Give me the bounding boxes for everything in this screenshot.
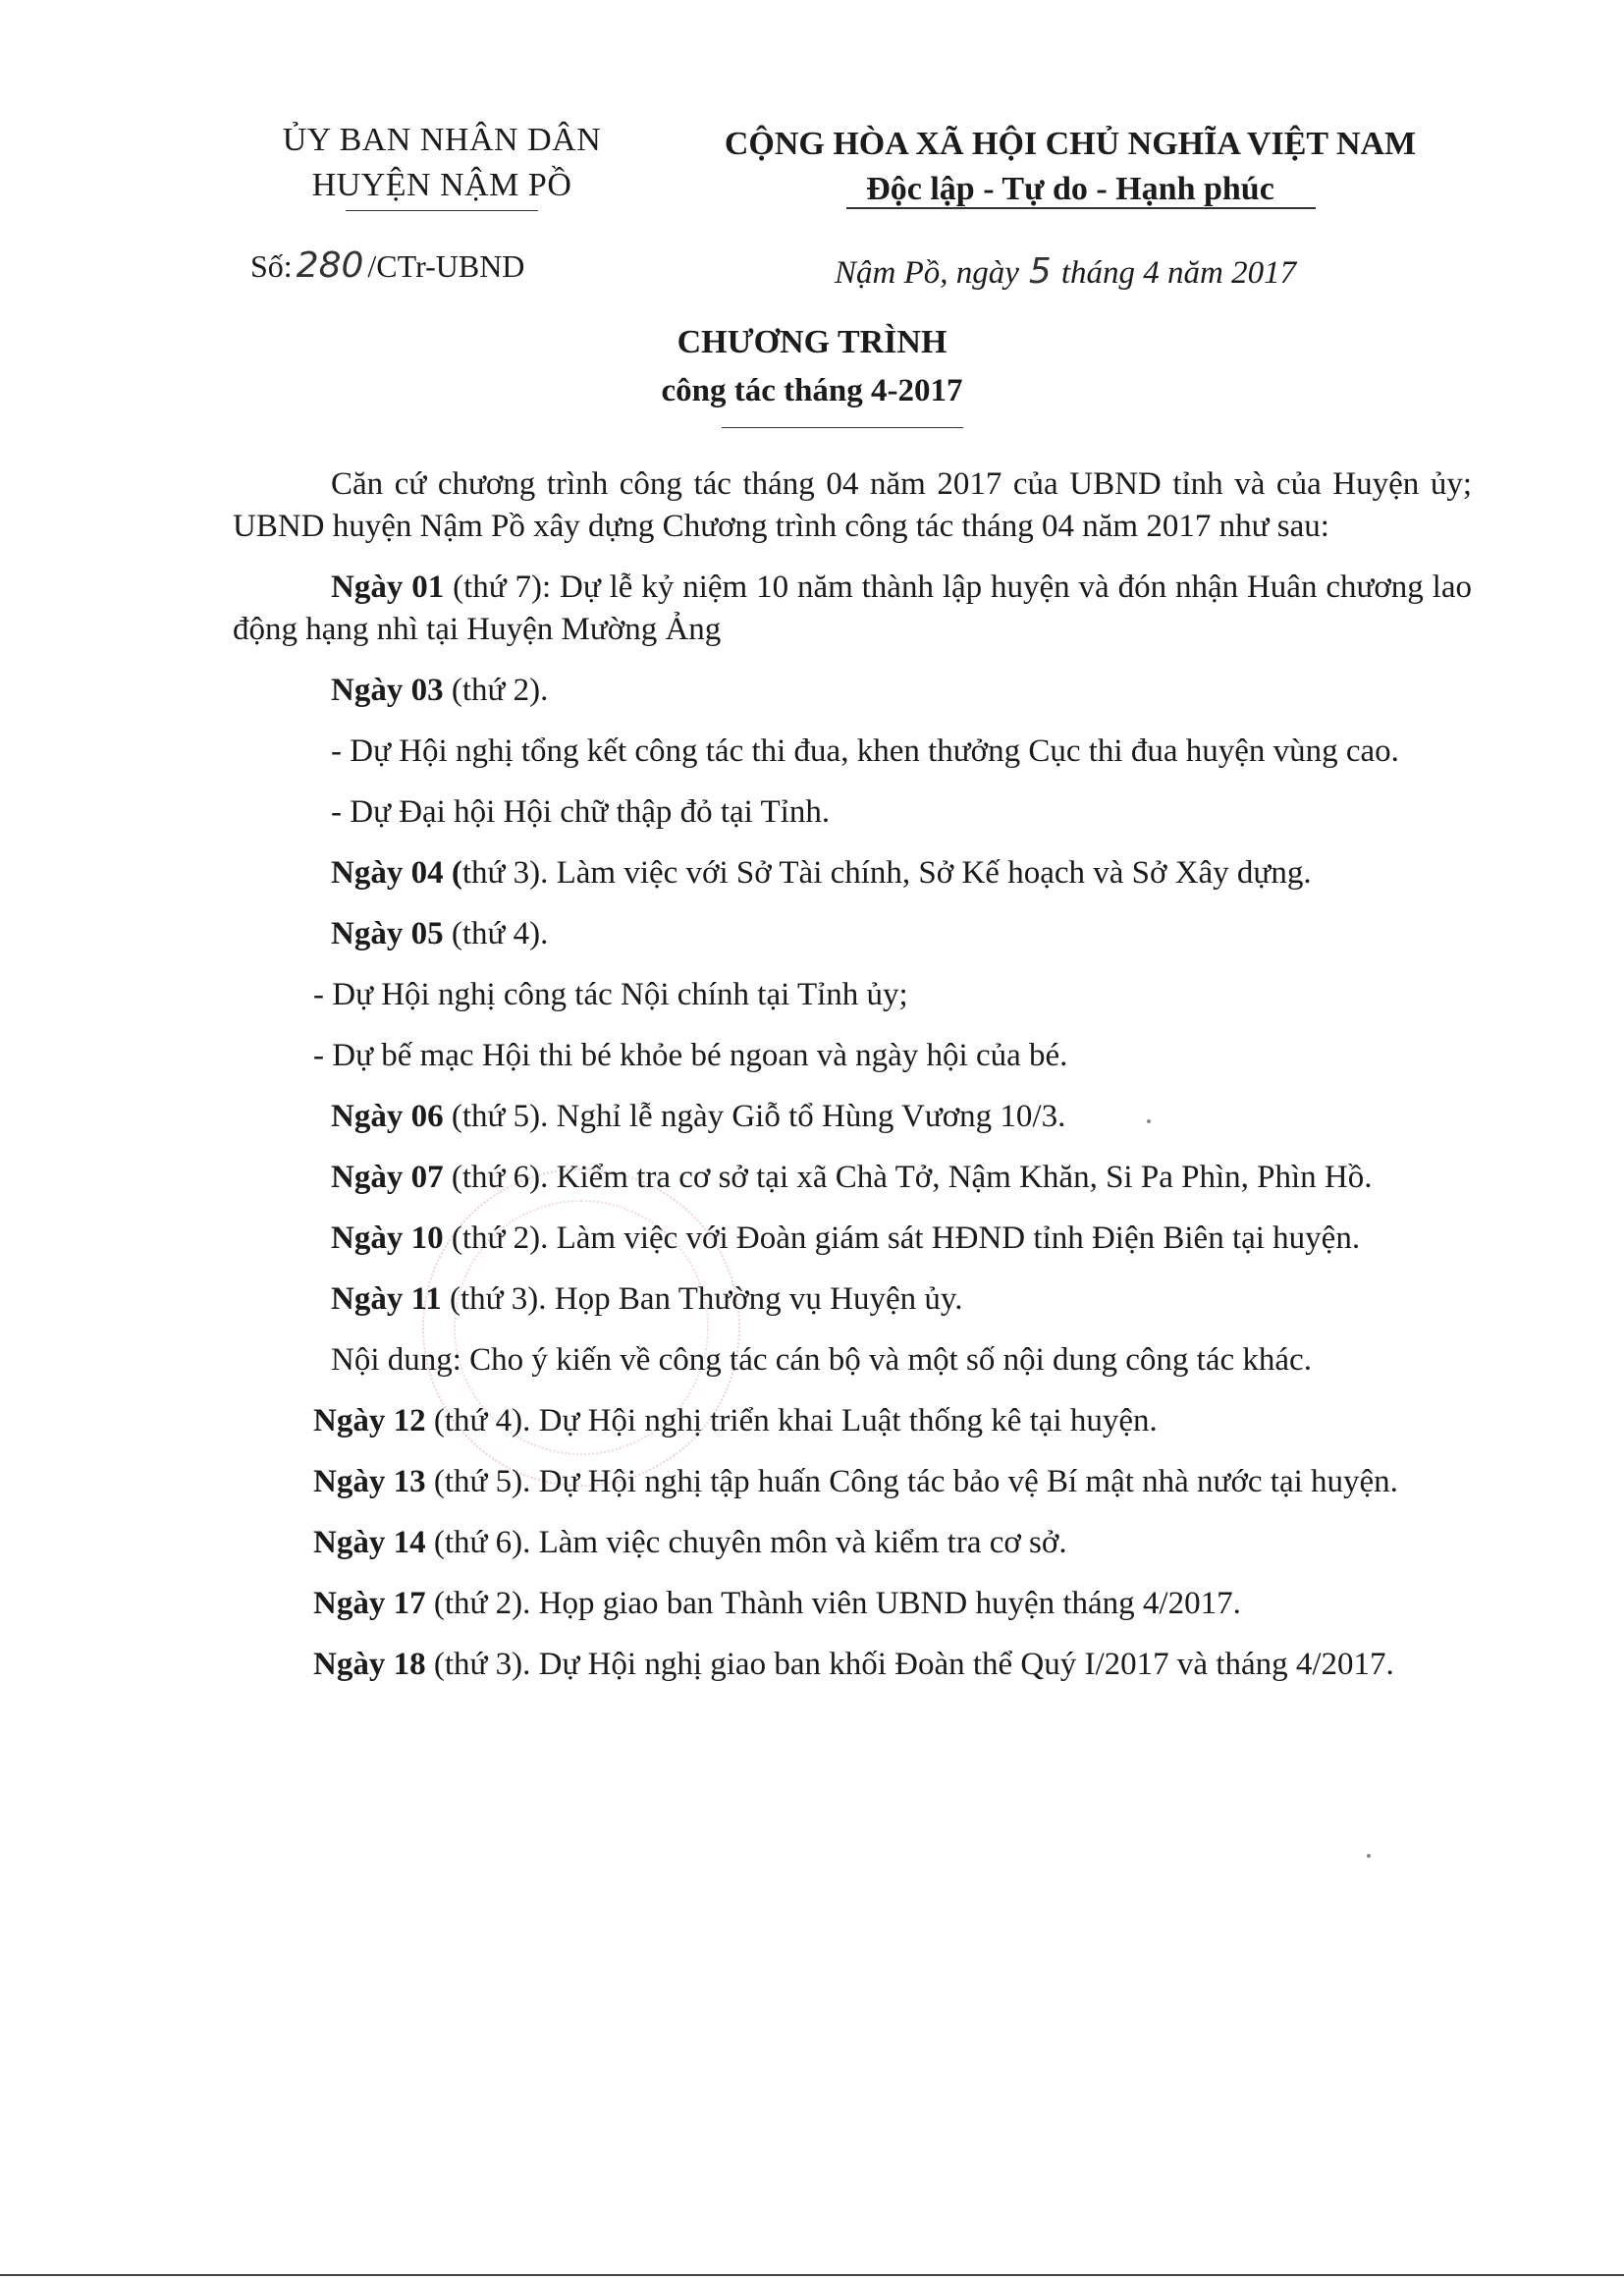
agency-line-2: HUYỆN NẬM PỒ bbox=[311, 167, 572, 203]
entry-label: Ngày 10 bbox=[331, 1221, 444, 1256]
title-underline bbox=[722, 427, 963, 428]
issuing-agency bbox=[236, 118, 648, 208]
entry-text: (thứ 2). Họp giao ban Thành viên UBND huyện tháng 4/2017. bbox=[425, 1586, 1241, 1621]
entry-text: (thứ 3). Họp Ban Thường vụ Huyện ủy. bbox=[441, 1281, 963, 1317]
entry-day-11 bbox=[233, 1278, 1472, 1321]
agency-underline bbox=[346, 210, 538, 211]
entry-day-06 bbox=[233, 1096, 1472, 1138]
entry-label: Ngày 14 bbox=[313, 1525, 426, 1560]
entry-text: (thứ 2). bbox=[443, 673, 549, 708]
entry-label: Ngày 12 bbox=[313, 1403, 426, 1438]
entry-day-11-content: Nội dung: Cho ý kiến về công tác cán bộ và một số nội dung công tác khác. bbox=[331, 1342, 1312, 1378]
entry-label: Ngày 18 bbox=[313, 1647, 426, 1682]
document-number bbox=[250, 245, 524, 286]
entry-day-12 bbox=[233, 1400, 1472, 1442]
entry-day-07 bbox=[233, 1157, 1472, 1199]
entry-text: (thứ 5). Dự Hội nghị tập huấn Công tác bảo vệ Bí mật nhà nước tại huyện. bbox=[425, 1464, 1398, 1499]
entry-day-10 bbox=[233, 1218, 1472, 1260]
motto-underline bbox=[846, 207, 1316, 209]
entry-label: Ngày 11 bbox=[331, 1281, 442, 1317]
entry-text: (thứ 4). Dự Hội nghị triển khai Luật thống kê tại huyện. bbox=[425, 1403, 1158, 1438]
national-motto: Độc lập - Tự do - Hạnh phúc bbox=[866, 171, 1274, 207]
national-title: CỘNG HÒA XÃ HỘI CHỦ NGHĨA VIỆT NAM bbox=[724, 126, 1417, 162]
place-date-start: Nậm Pồ, ngày bbox=[835, 255, 1019, 291]
entry-label: Ngày 01 bbox=[331, 570, 445, 605]
entry-day-05-item-2: - Dự bế mạc Hội thi bé khỏe bé ngoan và ngày hội của bé. bbox=[313, 1038, 1068, 1073]
entry-text: (thứ 2). Làm việc với Đoàn giám sát HĐND tỉnh Điện Biên tại huyện. bbox=[443, 1221, 1361, 1256]
entry-day-05-item-1: - Dự Hội nghị công tác Nội chính tại Tỉnh ủy; bbox=[313, 977, 908, 1012]
entry-day-18 bbox=[233, 1644, 1472, 1686]
place-date-end: tháng 4 năm 2017 bbox=[1060, 255, 1297, 291]
entry-day-13 bbox=[233, 1461, 1472, 1503]
date-day-handwritten: 5 bbox=[1028, 251, 1052, 292]
entry-text: (thứ 6). Làm việc chuyên môn và kiểm tra cơ sở. bbox=[425, 1525, 1067, 1560]
entry-day-03 bbox=[233, 670, 1472, 712]
doc-number-prefix: Số: bbox=[250, 248, 293, 284]
doc-number-handwritten: 280 bbox=[296, 245, 364, 286]
entry-day-03-item-1: - Dự Hội nghị tổng kết công tác thi đua, khen thưởng Cục thi đua huyện vùng cao. bbox=[331, 733, 1399, 769]
scan-speck bbox=[1147, 1119, 1151, 1123]
entry-label: Ngày 06 bbox=[331, 1099, 444, 1134]
scan-edge-line bbox=[0, 2274, 1624, 2276]
place-and-date bbox=[835, 251, 1296, 292]
scan-speck bbox=[1367, 1854, 1371, 1858]
entry-label: Ngày 03 bbox=[331, 673, 444, 708]
document-subtitle: công tác tháng 4-2017 bbox=[661, 373, 963, 408]
intro-paragraph: Căn cứ chương trình công tác tháng 04 năm 2017 của UBND tỉnh và của Huyện ủy; UBND huyện Nậm Pồ xây dựng Chương trình công tác tháng 04 năm 2017 như sau: bbox=[233, 466, 1472, 544]
entry-text: (thứ 3). Dự Hội nghị giao ban khối Đoàn thể Quý I/2017 và tháng 4/2017. bbox=[425, 1647, 1394, 1682]
entry-text: (thứ 6). Kiểm tra cơ sở tại xã Chà Tở, Nậm Khăn, Si Pa Phìn, Phìn Hồ. bbox=[443, 1160, 1373, 1195]
entry-day-17 bbox=[233, 1583, 1472, 1625]
entry-day-14 bbox=[233, 1522, 1472, 1564]
entry-day-04 bbox=[233, 852, 1472, 895]
national-header bbox=[677, 122, 1463, 212]
entry-label: Ngày 04 ( bbox=[331, 855, 462, 891]
entry-label: Ngày 05 bbox=[331, 916, 444, 951]
entry-label: Ngày 13 bbox=[313, 1464, 426, 1499]
entry-text: (thứ 5). Nghỉ lễ ngày Giỗ tổ Hùng Vương 10/3. bbox=[443, 1099, 1066, 1134]
entry-day-01 bbox=[233, 567, 1472, 651]
entry-label: Ngày 17 bbox=[313, 1586, 426, 1621]
entry-day-03-item-2: - Dự Đại hội Hội chữ thập đỏ tại Tỉnh. bbox=[331, 794, 831, 830]
entry-text: (thứ 4). bbox=[443, 916, 549, 951]
entry-text: (thứ 7): Dự lễ kỷ niệm 10 năm thành lập huyện và đón nhận Huân chương lao động hạng nhì tại Huyện Mường Ảng bbox=[233, 570, 1472, 647]
entry-label: Ngày 07 bbox=[331, 1160, 444, 1195]
document-body bbox=[233, 463, 1472, 1705]
doc-number-suffix: /CTr-UBND bbox=[367, 248, 525, 284]
agency-line-1: ỦY BAN NHÂN DÂN bbox=[282, 122, 602, 158]
entry-day-05 bbox=[233, 913, 1472, 955]
document-title: CHƯƠNG TRÌNH bbox=[677, 324, 947, 360]
entry-text: thứ 3). Làm việc với Sở Tài chính, Sở Kế hoạch và Sở Xây dựng. bbox=[461, 855, 1312, 891]
